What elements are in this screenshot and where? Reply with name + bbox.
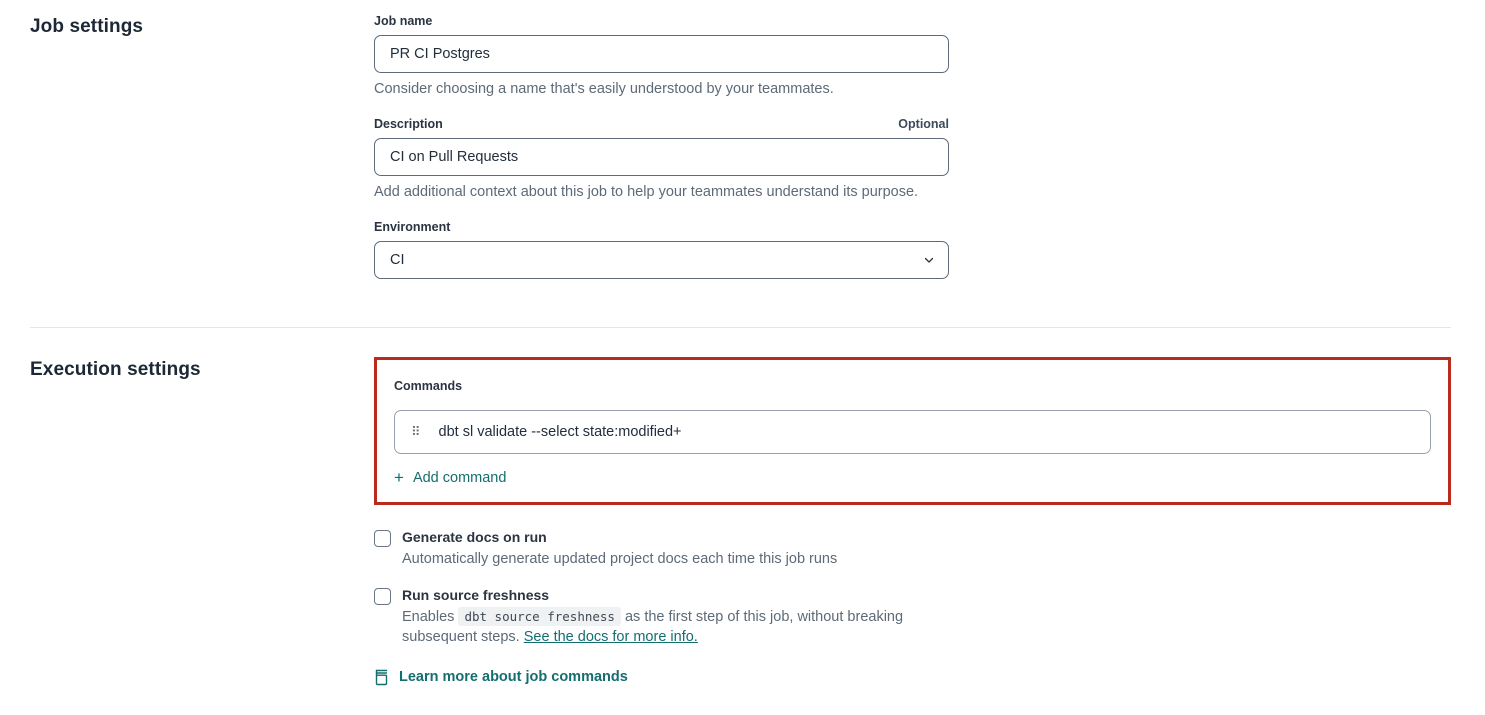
description-optional-tag: Optional [898, 117, 949, 131]
add-command-button[interactable] [394, 469, 506, 486]
job-name-field-group [374, 14, 949, 97]
environment-select[interactable] [374, 241, 949, 279]
generate-docs-checkbox[interactable] [374, 530, 391, 547]
command-text[interactable]: dbt sl validate --select state:modified+ [438, 424, 682, 440]
section-job-settings [30, 14, 1451, 279]
command-row[interactable] [394, 410, 1431, 454]
job-name-helper: Consider choosing a name that's easily understood by your teammates. [374, 81, 834, 97]
drag-handle-icon[interactable]: ⠿ [411, 424, 420, 440]
learn-more-link[interactable] [374, 669, 628, 686]
commands-highlight-box [374, 357, 1451, 505]
environment-selected-value: CI [390, 252, 405, 268]
job-name-label: Job name [374, 14, 433, 28]
book-icon [374, 669, 390, 686]
job-settings-fields [374, 14, 1451, 279]
see-the-docs-link[interactable]: See the docs for more info. [523, 629, 698, 646]
generate-docs-label: Generate docs on run [402, 529, 547, 545]
run-source-freshness-label: Run source freshness [402, 586, 550, 603]
learn-more-label: Learn more about job commands [399, 669, 628, 686]
section-divider [30, 327, 1451, 328]
environment-field-group [374, 220, 949, 279]
environment-label: Environment [374, 220, 451, 234]
description-input[interactable] [374, 138, 949, 176]
run-source-freshness-description [402, 607, 954, 648]
generate-docs-row [374, 529, 954, 570]
chevron-down-icon [923, 254, 935, 266]
freshness-desc-suffix: as the first step of this job, without breaking subsequent steps. [402, 608, 904, 646]
execution-settings-fields [374, 357, 1451, 691]
run-source-freshness-checkbox[interactable] [374, 588, 391, 605]
job-settings-title: Job settings [30, 16, 144, 37]
generate-docs-description: Automatically generate updated project docs each time this job runs [402, 551, 838, 567]
job-name-input[interactable] [374, 35, 949, 73]
run-source-freshness-row [374, 587, 954, 648]
description-field-group [374, 117, 949, 200]
commands-label: Commands [394, 379, 463, 393]
add-command-label: Add command [412, 469, 507, 486]
section-execution-settings [30, 357, 1451, 691]
execution-settings-title: Execution settings [30, 359, 201, 380]
description-label: Description [374, 117, 443, 131]
freshness-code-snippet: dbt source freshness [458, 607, 621, 626]
description-helper: Add additional context about this job to help your teammates understand its purpose. [374, 184, 919, 200]
plus-icon: + [394, 468, 404, 487]
freshness-desc-prefix: Enables [402, 608, 455, 625]
